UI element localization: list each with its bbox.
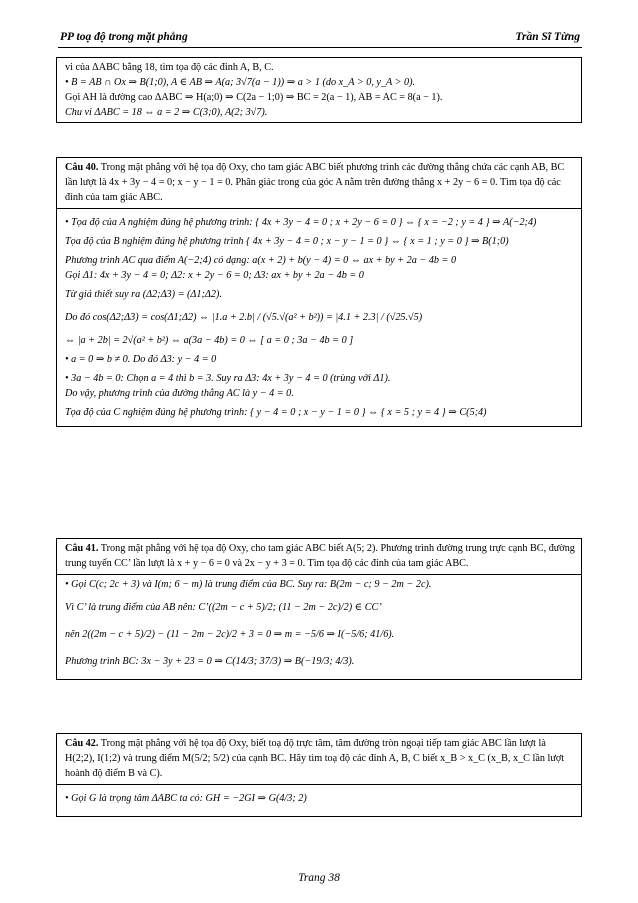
problem-label: Câu 40. [65, 162, 99, 173]
page-number: Trang 38 [298, 872, 340, 884]
header-author: Trần Sĩ Từng [515, 31, 580, 43]
solution-line: vi của ΔABC bằng 18, tìm tọa độ các đỉnh A, B, C. [65, 62, 274, 73]
solution-line: Phương trình BC: 3x − 3y + 23 = 0 ⇒ C(14/3; 37/3) ⇒ B(−19/3; 4/3). [65, 656, 355, 667]
problem-41-statement [57, 539, 581, 575]
problem-42-statement [57, 734, 581, 785]
solution-line: Do vậy, phương trình của đường thẳng AC là y − 4 = 0. [65, 388, 294, 399]
problem-40-statement [57, 158, 581, 209]
solution-line: • Gọi G là trọng tâm ΔABC ta có: GH = −2GI ⇒ G(4/3; 2) [65, 793, 307, 804]
solution-line: • Tọa độ của A nghiệm đúng hệ phương trình: { 4x + 3y − 4 = 0 ; x + 2y − 6 = 0 } ⇔ { x = −2 ; y = 4 } ⇒ A(−2;4) [65, 217, 537, 228]
solution-line: Gọi Δ1: 4x + 3y − 4 = 0; Δ2: x + 2y − 6 = 0; Δ3: ax + by + 2a − 4b = 0 [65, 270, 364, 281]
problem-label: Câu 41. [65, 543, 99, 554]
previous-solution-box [56, 57, 582, 123]
solution-line: nên 2((2m − c + 5)/2) − (11 − 2m − 2c)/2 + 3 = 0 ⇒ m = −5/6 ⇒ I(−5/6; 41/6). [65, 629, 395, 640]
solution-line: ⇔ |a + 2b| = 2√(a² + b²) ⇔ a(3a − 4b) = 0 ⇔ [ a = 0 ; 3a − 4b = 0 ] [65, 335, 354, 346]
solution-line: Từ giả thiết suy ra (Δ2;Δ3) = (Δ1;Δ2). [65, 289, 222, 300]
solution-line: • Gọi C(c; 2c + 3) và I(m; 6 − m) là trung điểm của BC. Suy ra: B(2m − c; 9 − 2m − 2c). [65, 579, 432, 590]
problem-40-box [56, 157, 582, 427]
solution-line: • a = 0 ⇒ b ≠ 0. Do đó Δ3: y − 4 = 0 [65, 354, 217, 365]
problem-42-solution [57, 785, 581, 816]
problem-42-box [56, 733, 582, 817]
solution-line: Tọa độ của C nghiệm đúng hệ phương trình: { y − 4 = 0 ; x − y − 1 = 0 } ⇔ { x = 5 ; y = 4 } ⇒ C(5;4) [65, 407, 487, 418]
problem-41-solution [57, 575, 581, 679]
problem-40-solution [57, 209, 581, 426]
solution-line: • B = AB ∩ Ox ⇒ B(1;0), A ∈ AB ⇒ A(a; 3√7(a − 1)) ⇒ a > 1 (do x_A > 0, y_A > 0). [65, 77, 416, 88]
problem-text: Trong mặt phẳng với hệ tọa độ Oxy, cho tam giác ABC biết A(5; 2). Phương trình đường trung trực cạnh BC, đường trung tuyến CC’ lần lượt là x + y − 6 = 0 và 2x − y + 3 = 0. Tìm tọa độ các đỉnh của tam giác ABC. [65, 543, 575, 569]
problem-label: Câu 42. [65, 738, 99, 749]
header-left-title: PP toạ độ trong mặt phẳng [60, 31, 188, 43]
solution-line: Vì C’ là trung điểm của AB nên: C’((2m − c + 5)/2; (11 − 2m − 2c)/2) ∈ CC’ [65, 602, 382, 613]
solution-line: Do đó cos(Δ2;Δ3) = cos(Δ1;Δ2) ⇔ |1.a + 2.b| / (√5.√(a² + b²)) = |4.1 + 2.3| / (√25.√5) [65, 312, 423, 323]
problem-text: Trong mặt phẳng với hệ tọa độ Oxy, biết toạ độ trực tâm, tâm đường tròn ngoại tiếp tam giác ABC lần lượt là H(2;2), I(1;2) và trung điểm M(5/2; 5/2) của cạnh BC. Hãy tìm toạ độ các đỉnh A, B, C biết x_B > x_C (x_B, x_C lần lượt hoành độ điểm B và C). [65, 738, 565, 779]
problem-text: Trong mặt phẳng với hệ tọa độ Oxy, cho tam giác ABC biết phương trình các đường thẳng chứa các cạnh AB, BC lần lượt là 4x + 3y − 4 = 0; x − y − 1 = 0. Phân giác trong của góc A nằm trên đường thẳng x + 2y − 6 = 0. Tìm tọa độ các đỉnh của tam giác ABC. [65, 162, 565, 203]
problem-41-box [56, 538, 582, 680]
previous-solution [57, 58, 581, 122]
solution-line: Gọi AH là đường cao ΔABC ⇒ H(a;0) ⇒ C(2a − 1;0) ⇒ BC = 2(a − 1), AB = AC = 8(a − 1). [65, 92, 443, 103]
solution-line: Chu vi ΔABC = 18 ⇔ a = 2 ⇒ C(3;0), A(2; 3√7). [65, 107, 268, 118]
solution-line: Tọa độ của B nghiệm đúng hệ phương trình { 4x + 3y − 4 = 0 ; x − y − 1 = 0 } ⇔ { x = 1 ; y = 0 } ⇒ B(1;0) [65, 236, 509, 247]
page-header [58, 29, 582, 48]
solution-line: • 3a − 4b = 0: Chọn a = 4 thì b = 3. Suy ra Δ3: 4x + 3y − 4 = 0 (trùng với Δ1). [65, 373, 391, 384]
solution-line: Phương trình AC qua điểm A(−2;4) có dạng: a(x + 2) + b(y − 4) = 0 ⇔ ax + by + 2a − 4b = 0 [65, 255, 457, 266]
